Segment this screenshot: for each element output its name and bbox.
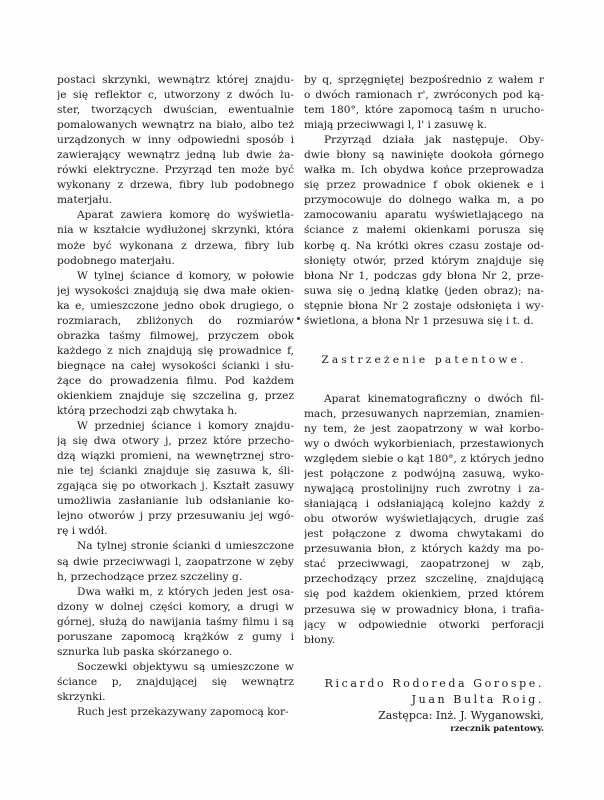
paragraph: [57, 539, 294, 584]
text-line: dzą wiązki promieni, na wewnętrznej stro-: [57, 450, 294, 463]
paragraph: [57, 660, 294, 705]
text-line: lejno otworów j przy przesuwaniu jej wgó-: [57, 510, 294, 523]
text-line: sznurka lub paska skórzanego o.: [57, 645, 233, 658]
text-line: obrazka taśmy filmowej, przyczem obok: [57, 329, 294, 342]
text-line: słaniającą i odsłaniającą kolejno każdy z: [304, 498, 544, 511]
text-line: o dwóch ramionach r', zwróconych pod ką-: [304, 89, 544, 102]
patent-agent: Zastępca: Inż. J. Wyganowski,: [378, 708, 544, 722]
paragraph: [57, 73, 294, 208]
text-line: biegnące na całej wysokości ścianki i słu-: [57, 359, 294, 372]
text-line: okienkiem znajduje się szczelina g, przez: [57, 389, 294, 402]
text-line: przesuwa się w prowadnicy błona, i trafia-: [304, 603, 544, 616]
text-line: przesuwania błon, z których każdy ma po-: [304, 543, 544, 556]
text-line: urządzonych w inny odpowiedni sposób i: [57, 134, 294, 147]
section-heading-patent-claim: Zastrzeżenie patentowe.: [321, 353, 527, 366]
text-line: rówki elektryczne. Przyrząd ten może być: [57, 164, 294, 177]
paragraph: [304, 73, 544, 133]
text-line: którą przechodzi ząb chwytaka h.: [57, 405, 238, 418]
text-line: Przyrząd działa jak następuje. Oby-: [324, 134, 544, 147]
text-line: wy o dwóch wykorbieniach, przestawionych: [304, 437, 544, 450]
text-line: W przedniej ściance i komory znajdu-: [77, 420, 294, 433]
text-line: zawierający wewnątrz jedną lub dwie ża-: [57, 149, 294, 162]
text-line: jest połączone z dwoma chwytakami do: [304, 528, 544, 541]
text-line: korbę q. Na krótki okres czasu zostaje od-: [304, 239, 544, 252]
text-line: stępnie błona Nr 2 zostaje odsłonięta i wy-: [304, 299, 544, 312]
paragraph: [57, 705, 294, 720]
text-line: błona Nr 1, podczas gdy błona Nr 2, prze-: [304, 269, 544, 282]
signature-block: [304, 676, 544, 736]
inventor-name-2: Juan Bulta Roig.: [411, 692, 544, 706]
text-line: W tylnej ściance d komory, w połowie: [77, 269, 294, 282]
text-line: przechodzący przez szczelinę, znajdującą: [304, 573, 544, 586]
text-line: ją się dwa otwory j, przez które przecho-: [57, 435, 294, 448]
text-line: rozmiarach, zbliżonych do rozmiarów: [57, 314, 294, 327]
text-line: skrzynki.: [57, 690, 106, 703]
text-line: pomalowanych wewnątrz na biało, albo też: [57, 119, 294, 132]
paragraph: [304, 133, 544, 329]
text-line: przymocowuje do dolnego wałka m, a po: [304, 194, 544, 207]
text-line: nie tej ścianki znajduje się zasuwa k, śli-: [57, 465, 294, 478]
text-line: są dwie przeciwwagi l, zaopatrzone w zęby: [57, 555, 294, 568]
left-column: [57, 73, 294, 720]
patent-agent-title: rzecznik patentowy.: [450, 723, 544, 734]
text-line: Soczewki objektywu są umieszczone w: [77, 660, 294, 673]
text-line: postaci skrzynki, wewnątrz której znajdu-: [57, 74, 294, 86]
text-line: się pod każdem okienkiem, przed którem: [304, 588, 544, 601]
paragraph: [57, 419, 294, 539]
paragraph: [57, 208, 294, 268]
inventor-name-1: Ricardo Rodoreda Gorospe.: [324, 676, 544, 690]
text-line: ka e, umieszczone jedno obok drugiego, o: [57, 299, 294, 312]
paragraph: [57, 585, 294, 660]
text-line: jest połączone z podwójną zasuwą, wyko-: [304, 468, 544, 481]
text-line: ster, tworzących dwuścian, ewentualnie: [57, 104, 294, 117]
text-line: Na tylnej stronie ścianki d umieszczone: [77, 540, 294, 553]
text-line: by q, sprzęgniętej bezpośrednio z wałem r: [304, 74, 544, 86]
text-line: żące do prowadzenia filmu. Pod każdem: [57, 374, 294, 387]
text-line: jej wysokości znajdują się dwa małe okien-: [57, 284, 294, 297]
text-line: materjału.: [57, 194, 113, 207]
right-column: [304, 73, 544, 736]
text-line: Dwa wałki m, z których jeden jest osa-: [77, 585, 294, 598]
print-speck: [297, 317, 300, 320]
text-line: mach, przesuwanych naprzemian, znamien-: [304, 407, 544, 420]
paragraph: [304, 392, 544, 648]
text-line: Aparat zawiera komorę do wyświetla-: [77, 209, 294, 222]
text-line: wykonany z drzewa, fibry lub podobnego: [57, 179, 294, 192]
paragraph: [57, 269, 294, 419]
text-line: błony.: [304, 633, 336, 646]
text-line: górnej, służą do nawijania taśmy filmu i są: [57, 615, 294, 628]
text-line: je się reflektor c, utworzony z dwóch lu-: [57, 89, 294, 102]
text-line: Aparat kinematograficzny o dwóch fil-: [324, 392, 544, 405]
text-line: ny tem, że jest zaopatrzony w wał korbo-: [304, 422, 544, 435]
text-line: świetlona, a błona Nr 1 przesuwa się i t. d.: [304, 314, 534, 327]
text-line: może być wykonana z drzewa, fibry lub: [57, 239, 294, 252]
text-line: zamocowaniu aparatu wyświetlającego na: [304, 209, 544, 222]
text-line: się przez prowadnice f obok okienek e i: [304, 179, 544, 192]
text-line: jący w odpowiednie otworki perforacji: [304, 618, 544, 631]
text-line: h, przechodzące przez szczeliny g.: [57, 570, 243, 583]
text-line: nywającą prostolinijny ruch zwrotny i za-: [304, 483, 544, 496]
text-line: obu otworów wyświetlających, drugie zaś: [304, 513, 544, 526]
text-line: dwie błony są nawinięte dookoła górnego: [304, 149, 544, 162]
text-line: względem siebie o kąt 180°, z których jedno: [304, 453, 544, 466]
text-line: ściance z małemi okienkami porusza się: [304, 224, 544, 237]
text-line: tem 180°, które zapomocą taśm n urucho-: [304, 104, 544, 117]
text-line: zgająca się po otworkach j. Kształt zasuwy: [57, 480, 294, 493]
text-line: dzony w dolnej części komory, a drugi w: [57, 600, 294, 613]
patent-claim: [304, 392, 544, 648]
text-line: umożliwia zasłanianie lub odsłanianie ko-: [57, 495, 294, 508]
text-line: stać przeciwwagi, zaopatrzonej w ząb,: [304, 558, 544, 571]
text-line: ściance p, znajdującej się wewnątrz: [57, 675, 294, 688]
text-line: wałka m. Ich obydwa końce przeprowadza: [304, 164, 544, 177]
text-line: nia w kształcie wydłużonej skrzynki, która: [57, 224, 294, 237]
text-line: suwa się o jedną klatkę (jeden obraz); na-: [304, 284, 544, 297]
text-line: poruszane zapomocą krążków z gumy i: [57, 630, 294, 643]
text-line: słonięty otwór, przed którym znajduje się: [304, 254, 544, 267]
text-line: Ruch jest przekazywany zapomocą kor-: [77, 705, 289, 718]
text-line: rę i wdół.: [57, 525, 108, 538]
text-line: miają przeciwwagi l, l' i zasuwę k.: [304, 119, 487, 132]
text-line: każdego z nich znajdują się prowadnice f,: [57, 344, 294, 357]
text-line: podobnego materjału.: [57, 254, 175, 267]
